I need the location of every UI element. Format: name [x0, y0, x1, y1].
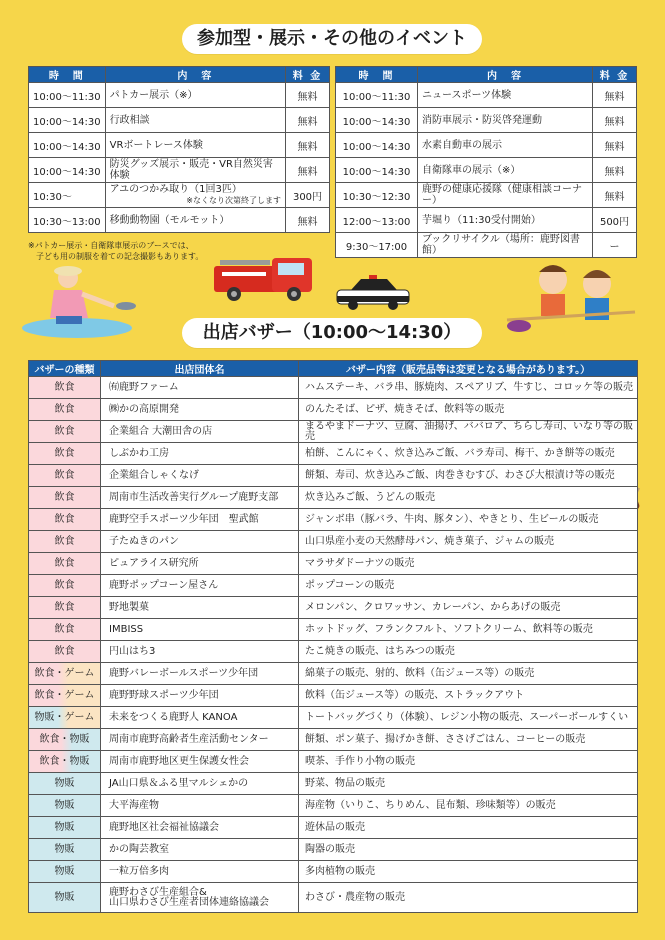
bazaar-item: 山口県産小麦の天然酵母パン、焼き菓子、ジャムの販売 [299, 531, 638, 553]
bazaar-org [101, 685, 299, 707]
bazaar-kind: 物販 [29, 795, 101, 817]
event-name: 芋堀り（11:30受付開始） [422, 214, 541, 226]
bazaar-row [29, 663, 638, 685]
footnote-line: ※パトカー展示・自衛隊車展示のブースでは、 [28, 241, 194, 250]
event-time: 10:30～12:30 [336, 183, 418, 208]
bazaar-row [29, 553, 638, 575]
bazaar-row [29, 861, 638, 883]
bazaar-row [29, 421, 638, 443]
org-name: 企業組合しゃくなげ [109, 469, 199, 481]
bazaar-org [101, 575, 299, 597]
bazaar-item: 炊き込みご飯、うどんの販売 [299, 487, 638, 509]
col-header-fee: 料 金 [286, 67, 330, 83]
bazaar-item: 餅類、寿司、炊き込みご飯、肉巻きむすび、わさび大根漬け等の販売 [299, 465, 638, 487]
event-name: 自衛隊車の展示（※） [422, 164, 521, 176]
event-fee: 無料 [286, 133, 330, 158]
bazaar-row [29, 575, 638, 597]
col-header-fee: 料 金 [593, 67, 637, 83]
col-header-time: 時 間 [336, 67, 418, 83]
bazaar-kind: 飲食 [29, 575, 101, 597]
event-content [418, 158, 593, 183]
bazaar-item: のんたそば、ピザ、焼きそば、飲料等の販売 [299, 399, 638, 421]
bazaar-item: トートバッグづくり（体験）、レジン小物の販売、スーパーボールすくい [299, 707, 638, 729]
bazaar-item: 喫茶、手作り小物の販売 [299, 751, 638, 773]
org-name: 企業組合 大潮田舎の店 [109, 425, 213, 437]
event-fee: 無料 [593, 83, 637, 108]
org-name: 周南市生活改善実行グループ鹿野支部 [109, 491, 279, 503]
bazaar-item: 野菜、物品の販売 [299, 773, 638, 795]
bazaar-section-title: 出店バザー（10:00～14:30） [182, 318, 482, 348]
event-time: 10:30～13:00 [29, 208, 106, 233]
event-fee: 無料 [286, 108, 330, 133]
event-content [105, 183, 285, 208]
bazaar-row [29, 795, 638, 817]
bazaar-org [101, 487, 299, 509]
event-row [29, 108, 330, 133]
event-time: 10:00～14:30 [336, 158, 418, 183]
events-table-left [28, 66, 330, 233]
bazaar-kind: 飲食・ゲーム [29, 663, 101, 685]
bazaar-table [28, 360, 638, 913]
org-name: 未来をつくる鹿野人 KANOA [109, 711, 238, 723]
bazaar-org [101, 597, 299, 619]
bazaar-kind: 飲食 [29, 531, 101, 553]
col-header-content: 内 容 [105, 67, 285, 83]
event-time: 9:30～17:00 [336, 233, 418, 258]
event-content [105, 133, 285, 158]
event-row [29, 183, 330, 208]
bazaar-org [101, 839, 299, 861]
event-fee: 300円 [286, 183, 330, 208]
bazaar-kind: 物販 [29, 817, 101, 839]
event-row [336, 133, 637, 158]
event-content [105, 108, 285, 133]
bazaar-kind: 飲食 [29, 597, 101, 619]
event-fee: ー [593, 233, 637, 258]
event-name: パトカー展示（※） [109, 89, 198, 101]
bazaar-kind: 飲食・物販 [29, 751, 101, 773]
event-content [105, 83, 285, 108]
event-name: ブックリサイクル（場所：鹿野図書館） [422, 234, 580, 256]
event-time: 10:00～14:30 [29, 108, 106, 133]
event-name: 防災グッズ展示・販売・VR自然災害体験 [109, 159, 273, 181]
bazaar-kind: 飲食 [29, 487, 101, 509]
bazaar-kind: 飲食 [29, 421, 101, 443]
event-row [29, 133, 330, 158]
bazaar-org [101, 421, 299, 443]
event-note: ※なくなり次第終了します [186, 196, 281, 205]
bazaar-kind: 飲食 [29, 443, 101, 465]
org-name: かの陶芸教室 [109, 843, 169, 855]
event-time: 10:00～14:30 [336, 133, 418, 158]
org-name: 鹿野野球スポーツ少年団 [109, 689, 219, 701]
bazaar-item: まるやまドーナツ、豆腐、油揚げ、ババロア、ちらし寿司、いなり等の販売 [299, 421, 638, 443]
event-fee: 500円 [593, 208, 637, 233]
bazaar-org [101, 663, 299, 685]
event-name: ニュースポーツ体験 [422, 89, 512, 101]
bazaar-item: ハムステーキ、バラ串、豚焼肉、スペアリブ、牛すじ、コロッケ等の販売 [299, 377, 638, 399]
org-name: IMBISS [109, 623, 144, 635]
bazaar-row [29, 377, 638, 399]
org-name: 鹿野地区社会福祉協議会 [109, 821, 219, 833]
bazaar-org [101, 619, 299, 641]
org-name: しぶかわ工房 [109, 447, 169, 459]
bazaar-row [29, 883, 638, 913]
event-content [105, 208, 285, 233]
event-row [336, 108, 637, 133]
org-name: JA山口県＆ふる里マルシェかの [109, 777, 249, 789]
org-name: 大平海産物 [109, 799, 159, 811]
bazaar-org [101, 399, 299, 421]
event-fee: 無料 [593, 158, 637, 183]
event-row [29, 208, 330, 233]
bazaar-org [101, 465, 299, 487]
event-fee: 無料 [593, 183, 637, 208]
event-time: 10:00～14:30 [29, 158, 106, 183]
event-content [418, 83, 593, 108]
bazaar-kind: 飲食・物販 [29, 729, 101, 751]
bazaar-org [101, 861, 299, 883]
bazaar-item: 飲料（缶ジュース等）の販売、ストラックアウト [299, 685, 638, 707]
bazaar-row [29, 487, 638, 509]
col-header-content: 内 容 [418, 67, 593, 83]
bazaar-org [101, 553, 299, 575]
org-name: 周南市鹿野高齢者生産活動センター [109, 733, 269, 745]
bazaar-kind: 物販 [29, 883, 101, 913]
col-header-time: 時 間 [29, 67, 106, 83]
org-name: 鹿野わさび生産組合& [109, 886, 207, 898]
org-name: 円山はち3 [109, 645, 156, 657]
fire-truck-icon [212, 254, 322, 304]
bazaar-item: 多肉植物の販売 [299, 861, 638, 883]
event-content [105, 158, 285, 183]
event-row [336, 158, 637, 183]
bazaar-org [101, 641, 299, 663]
event-fee: 無料 [286, 208, 330, 233]
bazaar-item: メロンパン、クロワッサン、カレーパン、からあげの販売 [299, 597, 638, 619]
bazaar-org [101, 795, 299, 817]
event-time: 10:00～14:30 [29, 133, 106, 158]
bazaar-item: たこ焼きの販売、はちみつの販売 [299, 641, 638, 663]
bazaar-org [101, 883, 299, 913]
bazaar-row [29, 751, 638, 773]
event-fee: 無料 [593, 108, 637, 133]
bazaar-kind: 物販 [29, 861, 101, 883]
event-time: 10:00～14:30 [336, 108, 418, 133]
org-name: 野地製菓 [109, 601, 149, 613]
event-time: 10:00～11:30 [29, 83, 106, 108]
event-content [418, 133, 593, 158]
bazaar-org [101, 443, 299, 465]
bazaar-org [101, 817, 299, 839]
bazaar-item: マラサダドーナツの販売 [299, 553, 638, 575]
bazaar-org [101, 729, 299, 751]
event-content [418, 108, 593, 133]
bazaar-item: 綿菓子の販売、射的、飲料（缶ジュース等）の販売 [299, 663, 638, 685]
event-time: 12:00～13:00 [336, 208, 418, 233]
bazaar-kind: 物販 [29, 773, 101, 795]
event-name: 移動動物園（モルモット） [109, 214, 230, 226]
bazaar-item: 餅類、ポン菓子、揚げかき餅、ささげごはん、コーヒーの販売 [299, 729, 638, 751]
bazaar-item: 海産物（いりこ、ちりめん、昆布類、珍味類等）の販売 [299, 795, 638, 817]
bazaar-org [101, 707, 299, 729]
bazaar-row [29, 707, 638, 729]
bazaar-row [29, 839, 638, 861]
footnote-line: 子ども用の制服を着ての記念撮影もあります。 [36, 252, 204, 261]
bazaar-row [29, 619, 638, 641]
org-name: 鹿野ポップコーン屋さん [109, 579, 219, 591]
bazaar-item: 柏餅、こんにゃく、炊き込みご飯、バラ寿司、梅干、かき餅等の販売 [299, 443, 638, 465]
bazaar-row [29, 597, 638, 619]
org-name: 子たぬきのパン [109, 535, 179, 547]
event-name: 水素自動車の展示 [422, 139, 502, 151]
bazaar-item: わさび・農産物の販売 [299, 883, 638, 913]
event-name: 行政相談 [109, 114, 150, 126]
bazaar-org [101, 751, 299, 773]
bazaar-row [29, 685, 638, 707]
col-header-org: 出店団体名 [101, 361, 299, 377]
bazaar-kind: 飲食 [29, 641, 101, 663]
org-name-line2: 山口県わさび生産者団体連絡協議会 [109, 896, 269, 908]
bazaar-kind: 飲食・ゲーム [29, 685, 101, 707]
event-fee: 無料 [286, 158, 330, 183]
event-row [336, 208, 637, 233]
event-row [336, 233, 637, 258]
bazaar-kind: 飲食 [29, 465, 101, 487]
bazaar-org [101, 531, 299, 553]
event-name: VRボートレース体験 [109, 139, 203, 151]
police-car-icon [335, 274, 413, 312]
event-time: 10:00～11:30 [336, 83, 418, 108]
event-row [336, 183, 637, 208]
bazaar-row [29, 817, 638, 839]
bazaar-row [29, 399, 638, 421]
bazaar-org [101, 773, 299, 795]
event-fee: 無料 [593, 133, 637, 158]
col-header-kind: バザーの種類 [29, 361, 101, 377]
event-content [418, 208, 593, 233]
bazaar-kind: 飲食 [29, 399, 101, 421]
events-table-right [335, 66, 637, 258]
org-name: 一粒万倍多肉 [109, 865, 169, 877]
bazaar-row [29, 773, 638, 795]
event-name: 鹿野の健康応援隊（健康相談コーナー） [422, 184, 582, 206]
bazaar-kind: 物販・ゲーム [29, 707, 101, 729]
org-name: ㈱かの高原開発 [109, 403, 179, 415]
bazaar-item: 陶器の販売 [299, 839, 638, 861]
bazaar-item: 遊休品の販売 [299, 817, 638, 839]
col-header-content: バザー内容（販売品等は変更となる場合があります。） [299, 361, 638, 377]
fishing-child-icon [22, 262, 147, 340]
event-time: 10:30～ [29, 183, 106, 208]
bazaar-org [101, 377, 299, 399]
bazaar-kind: 物販 [29, 839, 101, 861]
tug-of-war-kids-icon [505, 258, 643, 342]
org-name: 鹿野空手スポーツ少年団 聖武館 [109, 513, 259, 525]
bazaar-row [29, 465, 638, 487]
event-content [418, 183, 593, 208]
bazaar-item: ジャンボ串（豚バラ、牛肉、豚タン）、やきとり、生ビールの販売 [299, 509, 638, 531]
bazaar-row [29, 531, 638, 553]
bazaar-item: ポップコーンの販売 [299, 575, 638, 597]
bazaar-row [29, 729, 638, 751]
org-name: ㈲鹿野ファーム [109, 381, 179, 393]
bazaar-row [29, 641, 638, 663]
bazaar-kind: 飲食 [29, 509, 101, 531]
org-name: 鹿野バレーボールスポーツ少年団 [109, 667, 259, 679]
bazaar-kind: 飲食 [29, 377, 101, 399]
event-row [29, 83, 330, 108]
org-name: 周南市鹿野地区更生保護女性会 [109, 755, 249, 767]
bazaar-row [29, 443, 638, 465]
bazaar-row [29, 509, 638, 531]
event-fee: 無料 [286, 83, 330, 108]
event-name: アユのつかみ取り（1回3匹） [109, 184, 242, 195]
bazaar-org [101, 509, 299, 531]
event-content [418, 233, 593, 258]
event-row [336, 83, 637, 108]
events-section-title: 参加型・展示・その他のイベント [182, 24, 482, 54]
bazaar-item: ホットドッグ、フランクフルト、ソフトクリーム、飲料等の販売 [299, 619, 638, 641]
bazaar-kind: 飲食 [29, 553, 101, 575]
bazaar-kind: 飲食 [29, 619, 101, 641]
org-name: ピュアライス研究所 [109, 557, 199, 569]
event-name: 消防車展示・防災啓発運動 [422, 114, 542, 126]
event-row [29, 158, 330, 183]
